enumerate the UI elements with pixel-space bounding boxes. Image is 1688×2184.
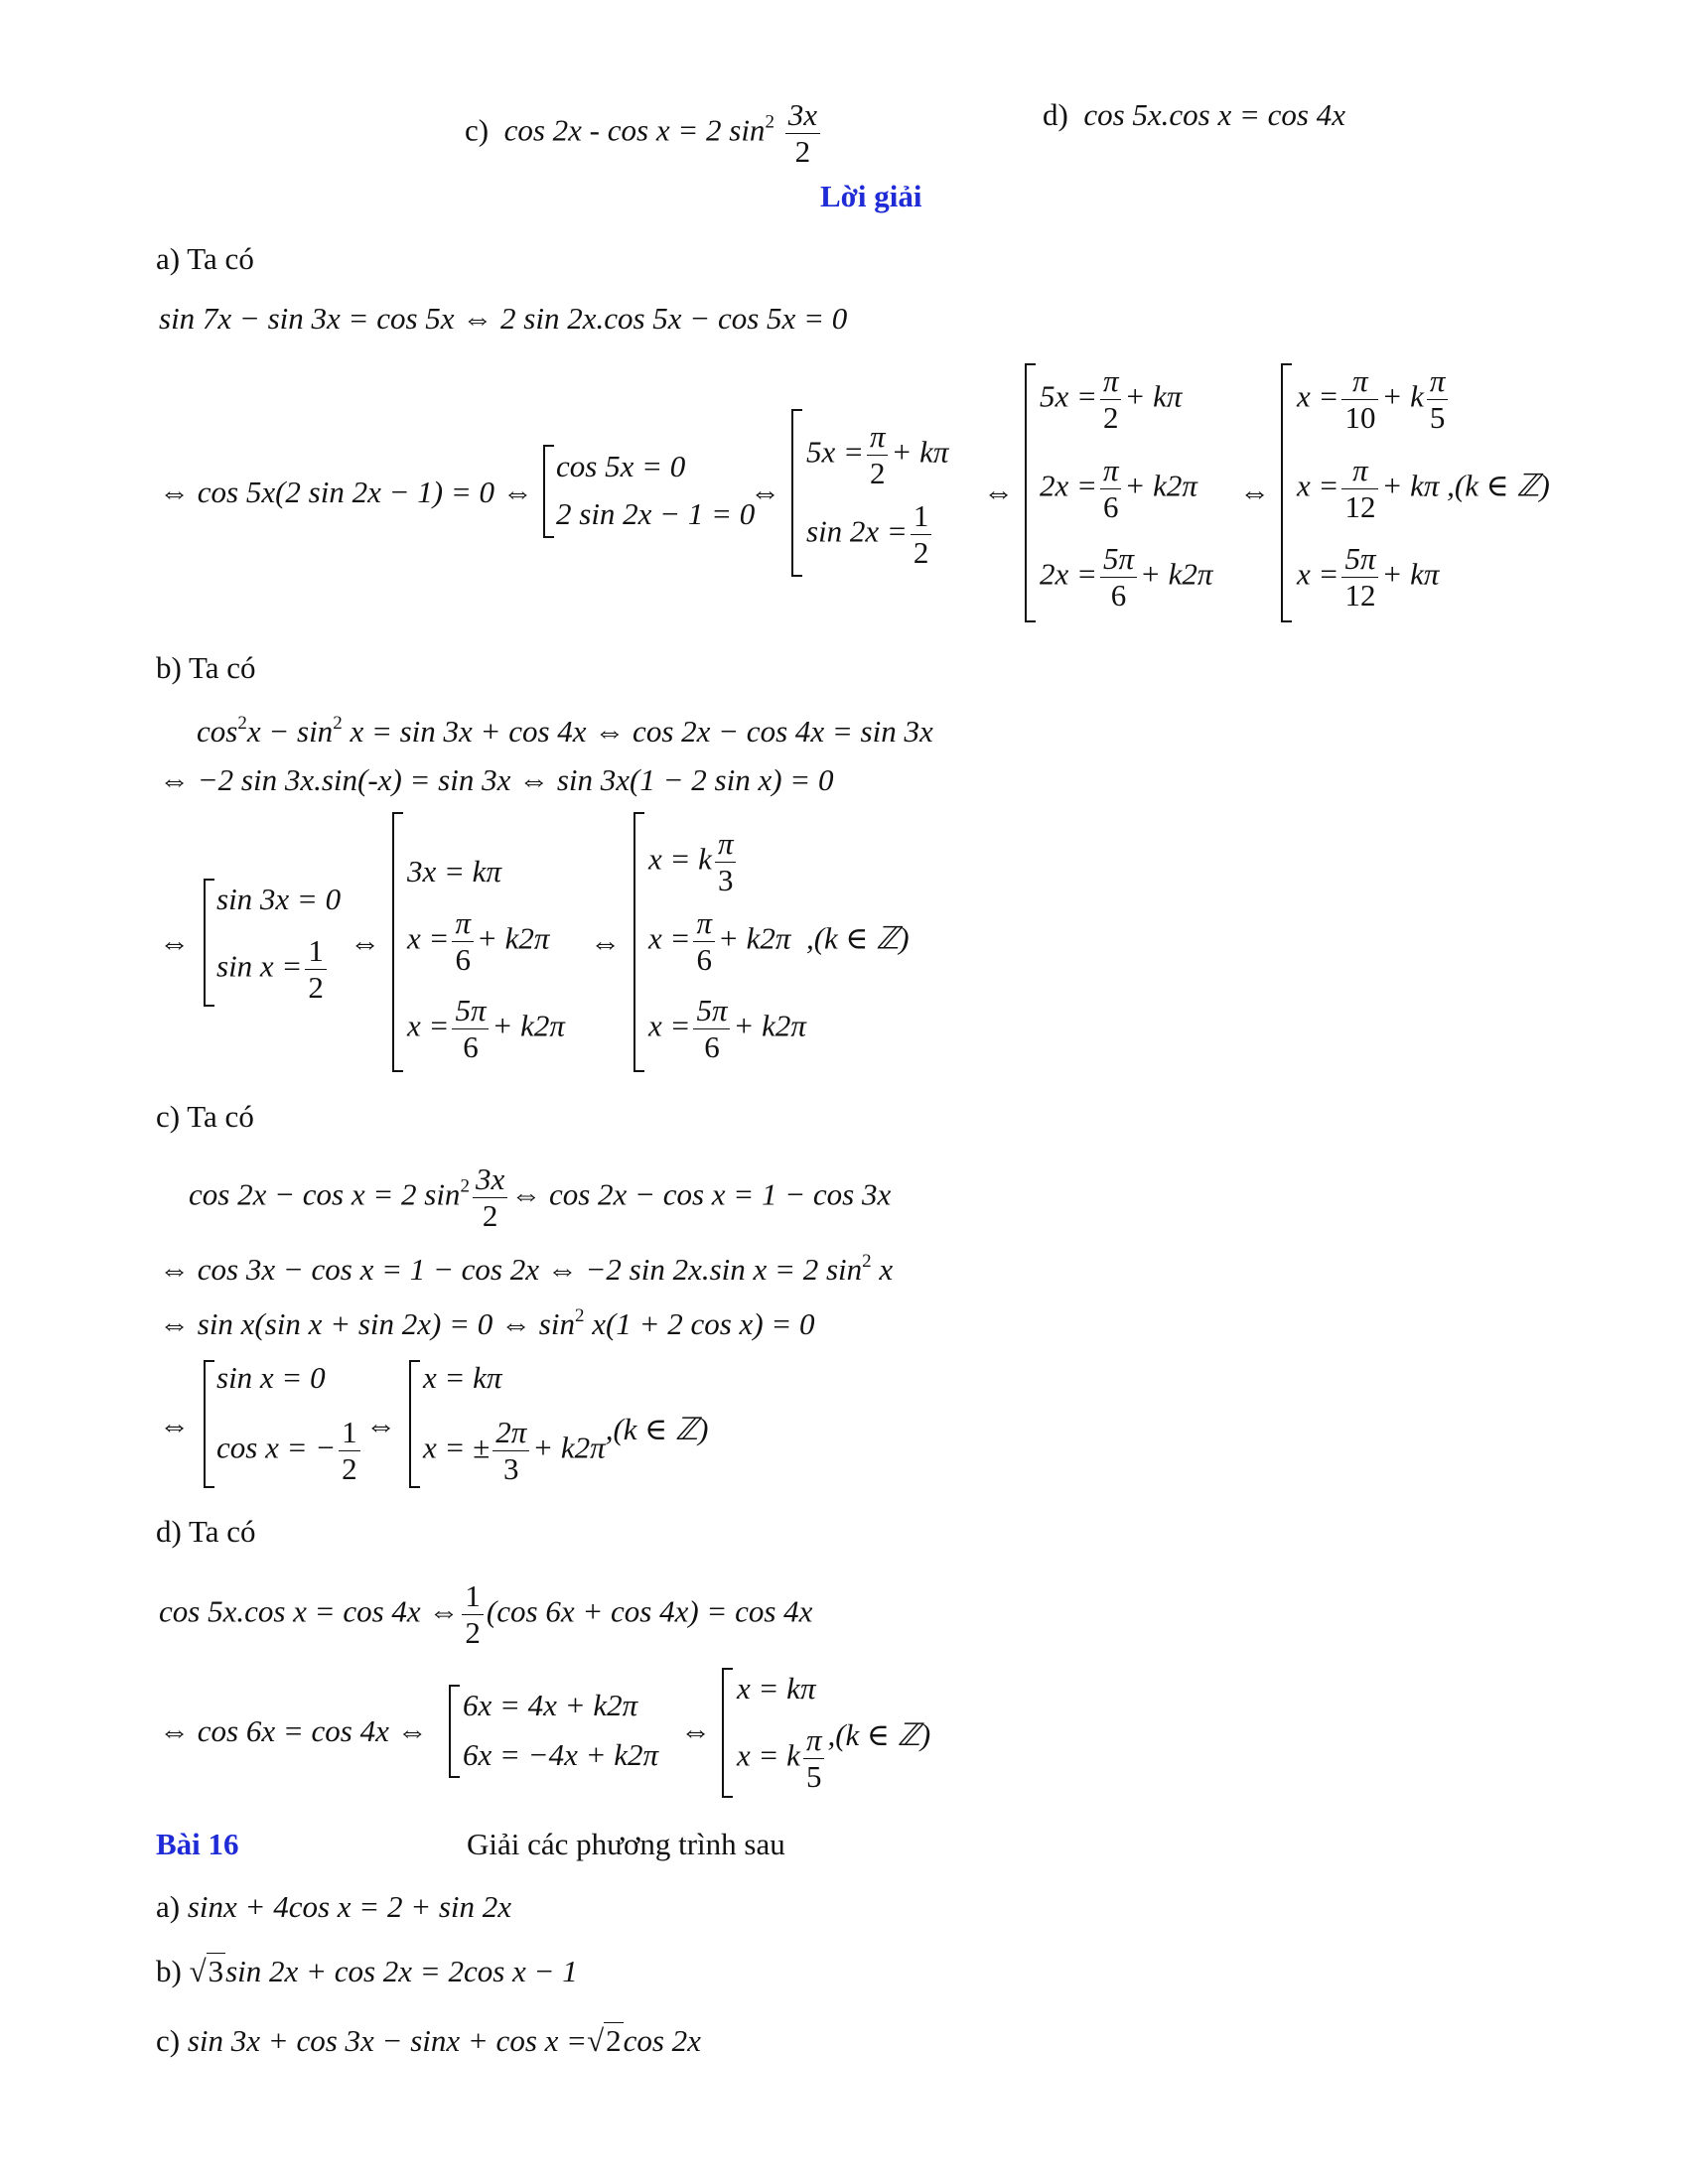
c-sys1-row: sin x = 0 xyxy=(216,1360,326,1395)
bracket xyxy=(204,1360,214,1488)
part-a-label: a) Ta có xyxy=(156,241,254,276)
sys3-row: 2x = $\frac{5\pi}{6}$ + k2π xyxy=(1040,541,1213,613)
bracket xyxy=(1281,363,1292,622)
b-sys3-row: x = $\frac{\pi}{6}$ + k2π ,(k ∈ ℤ) xyxy=(648,905,910,977)
part-d-line1: cos 5x.cos x = cos 4x ⇔ $\frac{1}{2}$ (cos 6x + cos 4x) = cos 4x xyxy=(159,1578,813,1650)
part-d-line2-lead: ⇔ cos 6x = cos 4x ⇔ xyxy=(159,1713,428,1748)
equivalence-arrow: ⇔ xyxy=(680,1713,711,1748)
part-b-label: b) Ta có xyxy=(156,650,256,685)
bracket xyxy=(791,409,802,577)
b-sys2-row: x = $\frac{\pi}{6}$ + k2π xyxy=(407,905,550,977)
sys4-row: x = $\frac{5\pi}{12}$ + kπ xyxy=(1297,541,1440,613)
d-sys2-row: x = k $\frac{\pi}{5}$ ,(k ∈ ℤ) xyxy=(737,1717,931,1794)
sys1-row: cos 5x = 0 xyxy=(556,449,686,483)
fraction: $\frac{3x}{2}$ xyxy=(785,97,820,169)
condition: ,(k ∈ ℤ) xyxy=(605,1412,709,1447)
part-c-label: c) Ta có xyxy=(156,1099,254,1134)
c-sys2-row: x = ± $\frac{2\pi}{3}$ + k2π,(k ∈ ℤ) xyxy=(423,1412,709,1486)
eq-d: cos 5x.cos x = cos 4x xyxy=(1083,97,1345,132)
equivalence-arrow: ⇔ xyxy=(159,1408,190,1442)
c-sys2-row: x = kπ xyxy=(423,1360,502,1395)
part-c-line2: ⇔ cos 3x − cos x = 1 − cos 2x ⇔ −2 sin 2x.sin x = 2 $\sin^2 x$ xyxy=(159,1251,894,1287)
part-c-line1: cos 2x − cos x = 2 $\sin^2$ $\frac{3x}{2}$ ⇔ cos 2x − cos x = 1 − cos 3x xyxy=(189,1161,892,1233)
equivalence-arrow: ⇔ xyxy=(159,925,190,960)
b-sys1-row: sin x = $\frac{1}{2}$ xyxy=(216,933,330,1005)
part-a-line1: sin 7x − sin 3x = cos 5x ⇔ 2 sin 2x.cos 5x − cos 5x = 0 xyxy=(159,301,848,336)
eq-c-left: cos 2x - cos x = 2 sin xyxy=(503,112,766,148)
label-d: d) xyxy=(1043,97,1068,132)
equivalence-arrow: ⇔ xyxy=(983,475,1014,509)
b-sys3-row: x = $\frac{5\pi}{6}$ + k2π xyxy=(648,993,806,1064)
d-sys1-row: 6x = 4x + k2π xyxy=(463,1688,638,1722)
d-sys2-row: x = kπ xyxy=(737,1671,816,1706)
condition: ,(k ∈ ℤ) xyxy=(827,1717,931,1753)
bracket xyxy=(722,1668,733,1798)
equivalence-arrow: ⇔ xyxy=(365,1408,396,1442)
bracket xyxy=(392,812,403,1072)
bracket xyxy=(1025,363,1036,622)
top-d-equation xyxy=(1043,97,1345,133)
part-c-line3: ⇔ sin x(sin x + sin 2x) = 0 ⇔ $\sin^2 x(1 + 2$ cos x) = 0 xyxy=(159,1305,815,1341)
bracket xyxy=(543,445,554,538)
d-sys1-row: 6x = −4x + k2π xyxy=(463,1737,659,1772)
exercise-title: Bài 16 xyxy=(156,1827,239,1861)
sys1-row: 2 sin 2x − 1 = 0 xyxy=(556,496,756,531)
exercise-instruction: Giải các phương trình sau xyxy=(467,1827,785,1861)
bracket xyxy=(409,1360,420,1488)
b-sys3-row: x = k $\frac{\pi}{3}$ xyxy=(648,826,739,897)
sys2-row: 5x = $\frac{\pi}{2}$ + kπ xyxy=(806,419,949,490)
label-c: c) xyxy=(465,112,490,148)
exercise-b: b) √3sin 2x + cos 2x = 2cos x − 1 xyxy=(156,1954,578,1988)
exercise-a: a) sinx + 4cos x = 2 + sin 2x xyxy=(156,1889,512,1924)
part-a-lead: ⇔ cos 5x(2 sin 2x − 1) = 0 ⇔ xyxy=(159,475,533,509)
bracket xyxy=(633,812,644,1072)
part-b-line2: ⇔ −2 sin 3x.sin(-x) = sin 3x ⇔ sin 3x(1 − 2 sin x) = 0 xyxy=(159,762,834,797)
c-sys1-row: cos x = − $\frac{1}{2}$ xyxy=(216,1415,363,1486)
exercise-c: c) sin 3x + cos 3x − sinx + cos x =√2cos 2x xyxy=(156,2023,701,2058)
sqrt: √3 xyxy=(189,1954,224,1988)
top-c-equation xyxy=(465,97,823,169)
solution-title: Lời giải xyxy=(820,179,922,213)
sys4-row: x = $\frac{\pi}{12}$ + kπ ,(k ∈ ℤ) xyxy=(1297,453,1550,524)
part-d-label: d) Ta có xyxy=(156,1514,256,1549)
b-sys2-row: 3x = kπ xyxy=(407,854,501,888)
sup: 2 xyxy=(765,111,774,133)
equivalence-arrow: ⇔ xyxy=(590,925,621,960)
equivalence-arrow: ⇔ xyxy=(750,475,780,509)
sqrt: √2 xyxy=(587,2023,622,2058)
condition: ,(k ∈ ℤ) xyxy=(1447,468,1550,503)
sys4-row: x = $\frac{\pi}{10}$ + k $\frac{\pi}{5}$ xyxy=(1297,363,1451,435)
b-sys2-row: x = $\frac{5\pi}{6}$ + k2π xyxy=(407,993,565,1064)
sys3-row: 2x = $\frac{\pi}{6}$ + k2π xyxy=(1040,453,1197,524)
part-b-line1: $\cos^2x - \sin^2 x = \sin 3x + \cos 4x$ ⇔ cos 2x − cos 4x = sin 3x xyxy=(197,713,933,749)
sys2-row: sin 2x = $\frac{1}{2}$ xyxy=(806,498,934,570)
b-sys1-row: sin 3x = 0 xyxy=(216,882,342,916)
condition: ,(k ∈ ℤ) xyxy=(805,920,910,956)
equivalence-arrow: ⇔ xyxy=(350,925,380,960)
bracket xyxy=(449,1685,460,1778)
equivalence-arrow: ⇔ xyxy=(1239,475,1270,509)
bracket xyxy=(204,879,214,1007)
sys3-row: 5x = $\frac{\pi}{2}$ + kπ xyxy=(1040,363,1183,435)
